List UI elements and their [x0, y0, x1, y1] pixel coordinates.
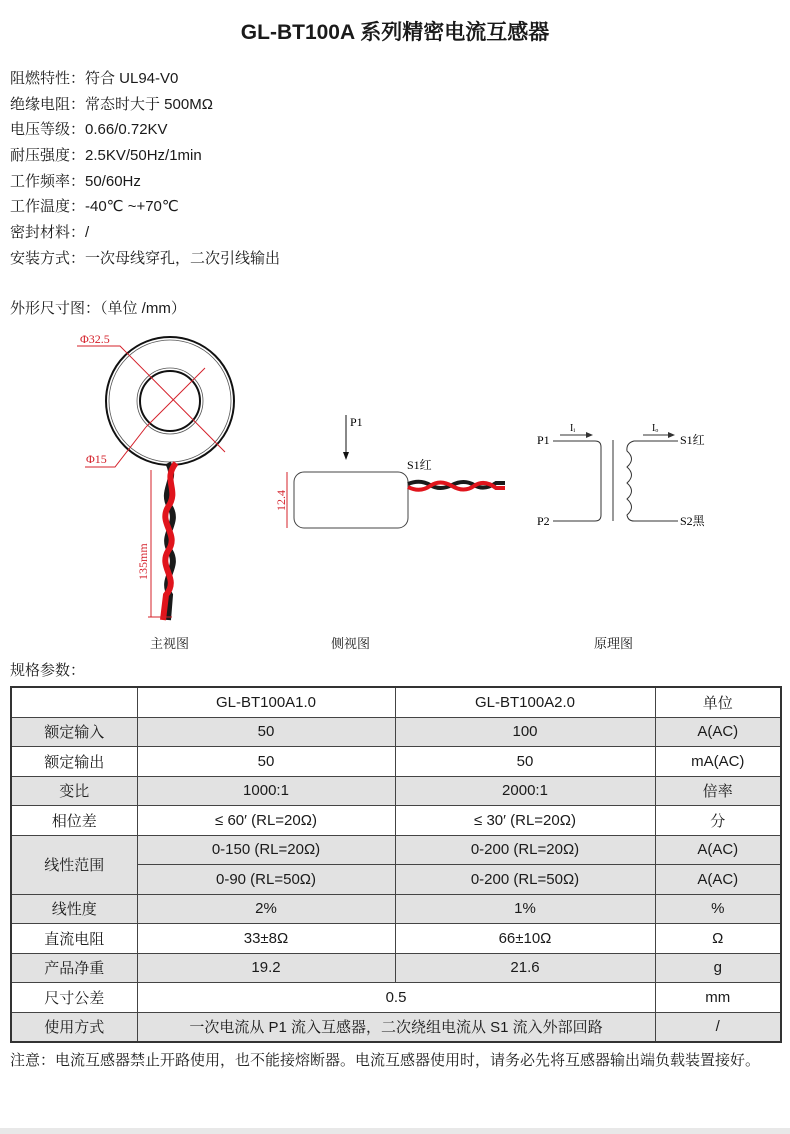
row-label: 线性度 — [11, 894, 137, 924]
row-label: 尺寸公差 — [11, 983, 137, 1013]
cell: % — [655, 894, 781, 924]
cell: ≤ 60′ (RL=20Ω) — [137, 806, 395, 836]
drawings — [0, 315, 790, 635]
cell: / — [655, 1012, 781, 1042]
table-row — [11, 835, 781, 865]
cell: A(AC) — [655, 835, 781, 865]
spec-voltage: 电压等级：0.66/0.72KV — [10, 121, 168, 139]
spec-flame: 阻燃特性：符合 UL94-V0 — [10, 70, 179, 87]
cell: 50 — [137, 717, 395, 747]
cell: mm — [655, 983, 781, 1013]
row-label: 使用方式 — [11, 1012, 137, 1042]
height-label: 12.4 — [274, 490, 288, 511]
cell: 50 — [137, 747, 395, 777]
cell: 1% — [395, 894, 655, 924]
cell: 2000:1 — [395, 776, 655, 806]
schem-ii-label: Iᵢ — [570, 423, 575, 434]
caption-front-view: 主视图 — [150, 636, 190, 651]
spec-insulation: 绝缘电阻：常态时大于 500MΩ — [10, 95, 213, 113]
row-label: 产品净重 — [11, 953, 137, 983]
row-label: 额定输出 — [11, 747, 137, 777]
table-row — [11, 1012, 781, 1042]
schem-p1-label: P1 — [537, 433, 550, 447]
header-cell — [11, 687, 137, 717]
spec-temperature: 工作温度：-40℃ ~+70℃ — [10, 198, 179, 216]
cell: 分 — [655, 806, 781, 836]
table-row — [11, 924, 781, 954]
cell: 66±10Ω — [395, 924, 655, 954]
cell: 100 — [395, 717, 655, 747]
cell: 21.6 — [395, 953, 655, 983]
side-s1-label: S1红 — [407, 458, 432, 472]
caution-note: 注意：电流互感器禁止开路使用，也不能接熔断器。电流互感器使用时，请务必先将互感器输出端负载装置接好。 — [10, 1052, 761, 1069]
side-p1-label: P1 — [350, 415, 363, 429]
schem-s2-label: S2黑 — [680, 514, 705, 528]
spec-frequency: 工作频率：50/60Hz — [10, 172, 141, 190]
front-view-drawing — [77, 332, 234, 620]
dimensions-label: 外形尺寸图：（单位 /mm） — [10, 300, 186, 317]
cell: 0-200 (RL=50Ω) — [395, 865, 655, 895]
table-row — [11, 953, 781, 983]
schem-s1-label: S1红 — [680, 433, 705, 447]
inner-diameter-label: Φ15 — [86, 452, 107, 466]
params-label: 规格参数： — [10, 662, 86, 679]
cell: 19.2 — [137, 953, 395, 983]
header-cell: GL-BT100A1.0 — [137, 687, 395, 717]
cell: mA(AC) — [655, 747, 781, 777]
schem-io-label: Iₒ — [652, 423, 659, 434]
lead-length-label: 135mm — [136, 543, 150, 580]
cell: 1000:1 — [137, 776, 395, 806]
row-label: 线性范围 — [11, 835, 137, 894]
cell: 2% — [137, 894, 395, 924]
cell: 0-90 (RL=50Ω) — [137, 865, 395, 895]
spec-list — [10, 66, 280, 272]
caption-side-view: 侧视图 — [331, 636, 371, 651]
row-label: 变比 — [11, 776, 137, 806]
cell: 0-200 (RL=20Ω) — [395, 835, 655, 865]
schem-p2-label: P2 — [537, 514, 550, 528]
cell: g — [655, 953, 781, 983]
cell: 0.5 — [137, 983, 655, 1013]
spec-install: 安装方式：一次母线穿孔，二次引线输出 — [10, 249, 281, 267]
outer-diameter-label: Φ32.5 — [80, 332, 110, 346]
row-label: 相位差 — [11, 806, 137, 836]
cell: A(AC) — [655, 865, 781, 895]
cell: 倍率 — [655, 776, 781, 806]
table-row — [11, 776, 781, 806]
table-row — [11, 747, 781, 777]
cell: A(AC) — [655, 717, 781, 747]
row-label: 直流电阻 — [11, 924, 137, 954]
side-view-drawing — [274, 415, 505, 528]
spec-sealing: 密封材料：/ — [10, 224, 90, 242]
cell: 0-150 (RL=20Ω) — [137, 835, 395, 865]
cell: 33±8Ω — [137, 924, 395, 954]
header-cell: GL-BT100A2.0 — [395, 687, 655, 717]
page-title: GL-BT100A 系列精密电流互感器 — [240, 21, 550, 44]
spec-withstand: 耐压强度：2.5KV/50Hz/1min — [10, 147, 202, 165]
table-row — [11, 806, 781, 836]
bottom-divider — [0, 1128, 790, 1134]
caption-schematic: 原理图 — [594, 636, 634, 651]
schematic-drawing — [537, 423, 706, 528]
cell: 一次电流从 P1 流入互感器，二次绕组电流从 S1 流入外部回路 — [137, 1012, 655, 1042]
header-cell: 单位 — [655, 687, 781, 717]
cell: Ω — [655, 924, 781, 954]
spec-table — [10, 686, 782, 1043]
cell: ≤ 30′ (RL=20Ω) — [395, 806, 655, 836]
table-row — [11, 983, 781, 1013]
cell: 50 — [395, 747, 655, 777]
table-header — [11, 687, 781, 717]
table-row — [11, 894, 781, 924]
row-label: 额定输入 — [11, 717, 137, 747]
table-row — [11, 717, 781, 747]
